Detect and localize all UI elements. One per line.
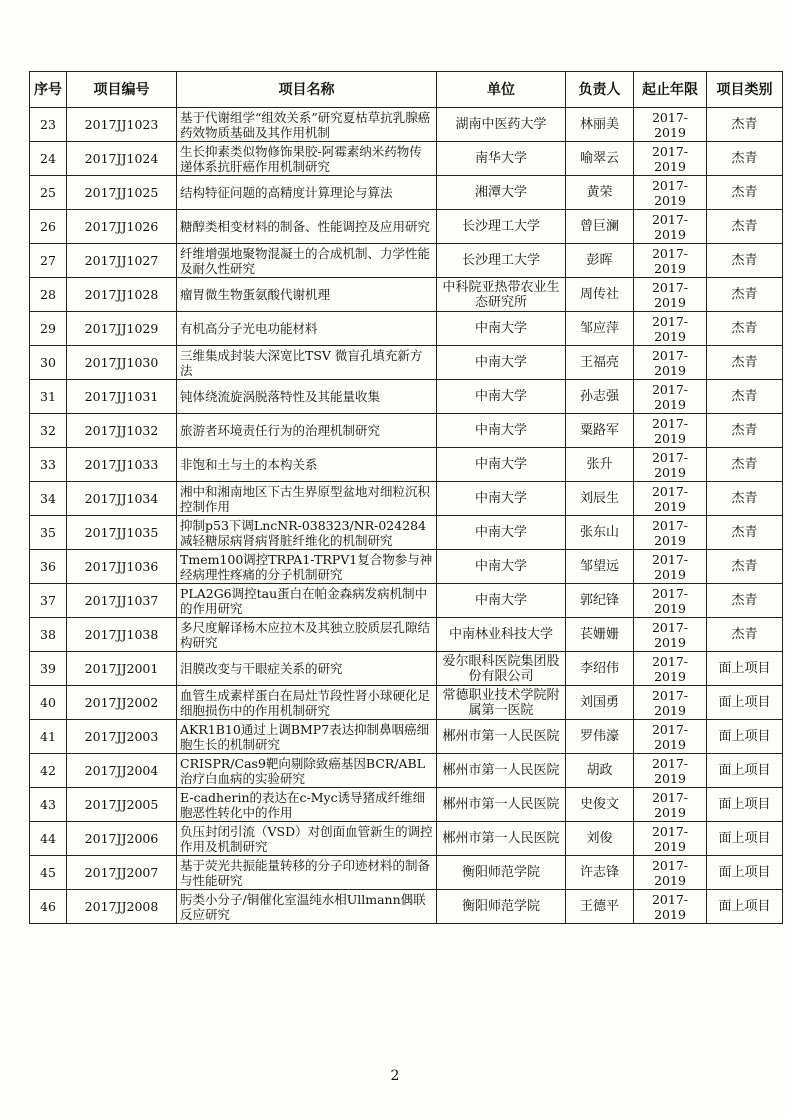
end-year: 2019	[654, 872, 686, 888]
end-year: 2019	[654, 362, 686, 378]
project-code: 2017JJ1038	[67, 618, 177, 652]
project-years	[634, 414, 707, 448]
project-name: AKR1B10通过上调BMP7表达抑制鼻咽癌细胞生长的机制研究	[177, 720, 437, 754]
project-unit: 衡阳师范学院	[437, 856, 566, 890]
project-leader: 刘俊	[566, 822, 634, 856]
project-category: 杰青	[707, 380, 783, 414]
project-years	[634, 550, 707, 584]
header-cell: 序号	[30, 72, 67, 108]
row-number: 33	[30, 448, 67, 482]
start-year: 2017-	[651, 823, 689, 839]
project-unit: 常德职业技术学院附属第一医院	[437, 686, 566, 720]
project-unit: 中南大学	[437, 516, 566, 550]
project-category: 面上项目	[707, 652, 783, 686]
project-leader: 邹应萍	[566, 312, 634, 346]
project-years	[634, 890, 707, 924]
table-row	[30, 482, 783, 516]
end-year: 2019	[654, 192, 686, 208]
end-year: 2019	[654, 396, 686, 412]
project-unit: 中南林业科技大学	[437, 618, 566, 652]
project-name: 糖醇类相变材料的制备、性能调控及应用研究	[177, 210, 437, 244]
table-row	[30, 516, 783, 550]
project-years	[634, 788, 707, 822]
project-years	[634, 720, 707, 754]
project-category: 杰青	[707, 550, 783, 584]
project-category: 面上项目	[707, 822, 783, 856]
project-years	[634, 210, 707, 244]
start-year: 2017-	[651, 143, 689, 159]
table-row	[30, 550, 783, 584]
end-year: 2019	[654, 566, 686, 582]
project-code: 2017JJ2005	[67, 788, 177, 822]
project-name: 有机高分子光电功能材料	[177, 312, 437, 346]
project-years	[634, 278, 707, 312]
project-code: 2017JJ2003	[67, 720, 177, 754]
project-category: 杰青	[707, 312, 783, 346]
project-leader: 黄荣	[566, 176, 634, 210]
project-years	[634, 380, 707, 414]
project-code: 2017JJ1029	[67, 312, 177, 346]
table-row	[30, 618, 783, 652]
project-category: 杰青	[707, 448, 783, 482]
table-row	[30, 210, 783, 244]
project-name: PLA2G6调控tau蛋白在帕金森病发病机制中的作用研究	[177, 584, 437, 618]
project-leader: 粟路军	[566, 414, 634, 448]
table-row	[30, 142, 783, 176]
table-row	[30, 754, 783, 788]
project-category: 杰青	[707, 516, 783, 550]
project-name: 多尺度解译杨木应拉木及其独立胶质层孔隙结构研究	[177, 618, 437, 652]
project-name: 湘中和湘南地区下古生界原型盆地对细粒沉积控制作用	[177, 482, 437, 516]
row-number: 36	[30, 550, 67, 584]
header-cell: 起止年限	[634, 72, 707, 108]
project-code: 2017JJ1032	[67, 414, 177, 448]
project-name: 肟类小分子/铜催化室温纯水相Ullmann偶联反应研究	[177, 890, 437, 924]
project-years	[634, 618, 707, 652]
project-code: 2017JJ1031	[67, 380, 177, 414]
project-unit: 中南大学	[437, 312, 566, 346]
project-unit: 南华大学	[437, 142, 566, 176]
start-year: 2017-	[651, 619, 689, 635]
table-body	[30, 108, 783, 924]
end-year: 2019	[654, 906, 686, 922]
project-unit: 中南大学	[437, 346, 566, 380]
row-number: 28	[30, 278, 67, 312]
project-name: 抑制p53下调LncNR-038323/NR-024284减轻糖尿病肾病肾脏纤维化的机制研究	[177, 516, 437, 550]
table-row	[30, 720, 783, 754]
project-unit: 中南大学	[437, 380, 566, 414]
header-row	[30, 72, 783, 108]
project-unit: 中南大学	[437, 584, 566, 618]
row-number: 29	[30, 312, 67, 346]
project-code: 2017JJ1028	[67, 278, 177, 312]
end-year: 2019	[654, 294, 686, 310]
project-category: 杰青	[707, 176, 783, 210]
project-leader: 刘国勇	[566, 686, 634, 720]
project-leader: 周传社	[566, 278, 634, 312]
end-year: 2019	[654, 498, 686, 514]
project-code: 2017JJ1035	[67, 516, 177, 550]
header-cell: 项目编号	[67, 72, 177, 108]
row-number: 35	[30, 516, 67, 550]
project-name: E-cadherin的表达在c-Myc诱导猪成纤维细胞恶性转化中的作用	[177, 788, 437, 822]
project-code: 2017JJ2008	[67, 890, 177, 924]
project-name: 泪膜改变与干眼症关系的研究	[177, 652, 437, 686]
end-year: 2019	[654, 260, 686, 276]
project-unit: 爱尔眼科医院集团股份有限公司	[437, 652, 566, 686]
project-code: 2017JJ1027	[67, 244, 177, 278]
project-category: 杰青	[707, 278, 783, 312]
start-year: 2017-	[651, 313, 689, 329]
end-year: 2019	[654, 328, 686, 344]
end-year: 2019	[654, 124, 686, 140]
project-code: 2017JJ1025	[67, 176, 177, 210]
project-years	[634, 516, 707, 550]
project-code: 2017JJ1023	[67, 108, 177, 142]
project-table	[29, 71, 783, 924]
end-year: 2019	[654, 532, 686, 548]
project-unit: 中南大学	[437, 550, 566, 584]
start-year: 2017-	[651, 245, 689, 261]
row-number: 42	[30, 754, 67, 788]
start-year: 2017-	[651, 857, 689, 873]
project-leader: 刘辰生	[566, 482, 634, 516]
project-name: 生长抑素类似物修饰果胶-阿霉素纳米药物传递体系抗肝癌作用机制研究	[177, 142, 437, 176]
row-number: 32	[30, 414, 67, 448]
row-number: 25	[30, 176, 67, 210]
end-year: 2019	[654, 226, 686, 242]
start-year: 2017-	[651, 891, 689, 907]
project-code: 2017JJ2006	[67, 822, 177, 856]
project-name: 旅游者环境责任行为的治理机制研究	[177, 414, 437, 448]
end-year: 2019	[654, 464, 686, 480]
project-name: 非饱和土与土的本构关系	[177, 448, 437, 482]
table-row	[30, 788, 783, 822]
project-name: 瘤胃微生物蛋氨酸代谢机理	[177, 278, 437, 312]
project-leader: 郭纪锋	[566, 584, 634, 618]
project-code: 2017JJ1026	[67, 210, 177, 244]
project-category: 面上项目	[707, 754, 783, 788]
project-leader: 李绍伟	[566, 652, 634, 686]
project-name: CRISPR/Cas9靶向剔除致癌基因BCR/ABL治疗白血病的实验研究	[177, 754, 437, 788]
table-row	[30, 890, 783, 924]
project-years	[634, 686, 707, 720]
start-year: 2017-	[651, 551, 689, 567]
project-code: 2017JJ1024	[67, 142, 177, 176]
project-unit: 中南大学	[437, 482, 566, 516]
header-cell: 项目名称	[177, 72, 437, 108]
table-row	[30, 312, 783, 346]
project-category: 杰青	[707, 108, 783, 142]
row-number: 38	[30, 618, 67, 652]
project-category: 杰青	[707, 346, 783, 380]
header-cell: 单位	[437, 72, 566, 108]
end-year: 2019	[654, 770, 686, 786]
row-number: 30	[30, 346, 67, 380]
project-leader: 孙志强	[566, 380, 634, 414]
project-unit: 中南大学	[437, 448, 566, 482]
table-row	[30, 822, 783, 856]
start-year: 2017-	[651, 585, 689, 601]
project-name: 基于代谢组学“组效关系”研究夏枯草抗乳腺癌药效物质基础及其作用机制	[177, 108, 437, 142]
project-leader: 张东山	[566, 516, 634, 550]
project-code: 2017JJ1037	[67, 584, 177, 618]
start-year: 2017-	[651, 347, 689, 363]
project-category: 面上项目	[707, 856, 783, 890]
row-number: 46	[30, 890, 67, 924]
project-leader: 曾巨澜	[566, 210, 634, 244]
project-category: 杰青	[707, 244, 783, 278]
project-category: 杰青	[707, 142, 783, 176]
project-leader: 许志锋	[566, 856, 634, 890]
project-leader: 罗伟濠	[566, 720, 634, 754]
project-code: 2017JJ1034	[67, 482, 177, 516]
table-row	[30, 108, 783, 142]
project-name: 钝体绕流旋涡脱落特性及其能量收集	[177, 380, 437, 414]
project-category: 面上项目	[707, 686, 783, 720]
project-years	[634, 482, 707, 516]
end-year: 2019	[654, 600, 686, 616]
project-leader: 喻翠云	[566, 142, 634, 176]
project-unit: 湖南中医药大学	[437, 108, 566, 142]
start-year: 2017-	[651, 449, 689, 465]
row-number: 41	[30, 720, 67, 754]
start-year: 2017-	[651, 279, 689, 295]
project-years	[634, 142, 707, 176]
project-unit: 湘潭大学	[437, 176, 566, 210]
project-leader: 胡政	[566, 754, 634, 788]
project-leader: 王德平	[566, 890, 634, 924]
end-year: 2019	[654, 634, 686, 650]
project-unit: 郴州市第一人民医院	[437, 788, 566, 822]
project-years	[634, 448, 707, 482]
project-leader: 彭晖	[566, 244, 634, 278]
project-unit: 中南大学	[437, 414, 566, 448]
project-years	[634, 822, 707, 856]
project-unit: 郴州市第一人民医院	[437, 720, 566, 754]
start-year: 2017-	[651, 109, 689, 125]
row-number: 37	[30, 584, 67, 618]
table-row	[30, 380, 783, 414]
start-year: 2017-	[651, 721, 689, 737]
table-row	[30, 414, 783, 448]
start-year: 2017-	[651, 483, 689, 499]
end-year: 2019	[654, 702, 686, 718]
start-year: 2017-	[651, 517, 689, 533]
project-years	[634, 584, 707, 618]
table-row	[30, 176, 783, 210]
page-number: 2	[390, 1068, 400, 1084]
table-row	[30, 278, 783, 312]
row-number: 31	[30, 380, 67, 414]
row-number: 23	[30, 108, 67, 142]
row-number: 27	[30, 244, 67, 278]
project-years	[634, 108, 707, 142]
table-row	[30, 244, 783, 278]
table-row	[30, 856, 783, 890]
project-unit: 长沙理工大学	[437, 210, 566, 244]
project-years	[634, 312, 707, 346]
end-year: 2019	[654, 804, 686, 820]
start-year: 2017-	[651, 381, 689, 397]
project-leader: 苌姗姗	[566, 618, 634, 652]
project-name: Tmem100调控TRPA1-TRPV1复合物参与神经病理性疼痛的分子机制研究	[177, 550, 437, 584]
project-years	[634, 856, 707, 890]
project-unit: 郴州市第一人民医院	[437, 822, 566, 856]
project-unit: 衡阳师范学院	[437, 890, 566, 924]
table-row	[30, 346, 783, 380]
table-row	[30, 652, 783, 686]
project-category: 杰青	[707, 210, 783, 244]
project-name: 三维集成封装大深宽比TSV 微盲孔填充新方法	[177, 346, 437, 380]
project-category: 面上项目	[707, 788, 783, 822]
row-number: 26	[30, 210, 67, 244]
table-row	[30, 686, 783, 720]
project-years	[634, 176, 707, 210]
end-year: 2019	[654, 158, 686, 174]
project-leader: 史俊文	[566, 788, 634, 822]
header-cell: 项目类别	[707, 72, 783, 108]
project-years	[634, 346, 707, 380]
header-cell: 负责人	[566, 72, 634, 108]
start-year: 2017-	[651, 415, 689, 431]
row-number: 45	[30, 856, 67, 890]
project-leader: 邹望远	[566, 550, 634, 584]
project-unit: 郴州市第一人民医院	[437, 754, 566, 788]
end-year: 2019	[654, 668, 686, 684]
project-code: 2017JJ2001	[67, 652, 177, 686]
project-name: 负压封闭引流（VSD）对创面血管新生的调控作用及机制研究	[177, 822, 437, 856]
project-years	[634, 652, 707, 686]
end-year: 2019	[654, 430, 686, 446]
project-code: 2017JJ1036	[67, 550, 177, 584]
start-year: 2017-	[651, 211, 689, 227]
project-category: 杰青	[707, 482, 783, 516]
project-code: 2017JJ1033	[67, 448, 177, 482]
project-leader: 张升	[566, 448, 634, 482]
row-number: 34	[30, 482, 67, 516]
project-category: 杰青	[707, 584, 783, 618]
project-unit: 长沙理工大学	[437, 244, 566, 278]
project-code: 2017JJ1030	[67, 346, 177, 380]
row-number: 39	[30, 652, 67, 686]
project-leader: 林丽美	[566, 108, 634, 142]
project-code: 2017JJ2002	[67, 686, 177, 720]
start-year: 2017-	[651, 755, 689, 771]
row-number: 24	[30, 142, 67, 176]
row-number: 43	[30, 788, 67, 822]
project-category: 面上项目	[707, 890, 783, 924]
project-category: 杰青	[707, 414, 783, 448]
project-code: 2017JJ2007	[67, 856, 177, 890]
end-year: 2019	[654, 838, 686, 854]
project-unit: 中科院亚热带农业生态研究所	[437, 278, 566, 312]
end-year: 2019	[654, 736, 686, 752]
start-year: 2017-	[651, 653, 689, 669]
project-years	[634, 244, 707, 278]
start-year: 2017-	[651, 789, 689, 805]
project-name: 基于荧光共振能量转移的分子印迹材料的制备与性能研究	[177, 856, 437, 890]
project-name: 血管生成素样蛋白在局灶节段性肾小球硬化足细胞损伤中的作用机制研究	[177, 686, 437, 720]
project-years	[634, 754, 707, 788]
row-number: 40	[30, 686, 67, 720]
start-year: 2017-	[651, 177, 689, 193]
project-code: 2017JJ2004	[67, 754, 177, 788]
project-category: 杰青	[707, 618, 783, 652]
project-name: 纤维增强地聚物混凝土的合成机制、力学性能及耐久性研究	[177, 244, 437, 278]
project-leader: 王福亮	[566, 346, 634, 380]
table-row	[30, 584, 783, 618]
table-row	[30, 448, 783, 482]
project-category: 面上项目	[707, 720, 783, 754]
start-year: 2017-	[651, 687, 689, 703]
row-number: 44	[30, 822, 67, 856]
project-name: 结构特征问题的高精度计算理论与算法	[177, 176, 437, 210]
